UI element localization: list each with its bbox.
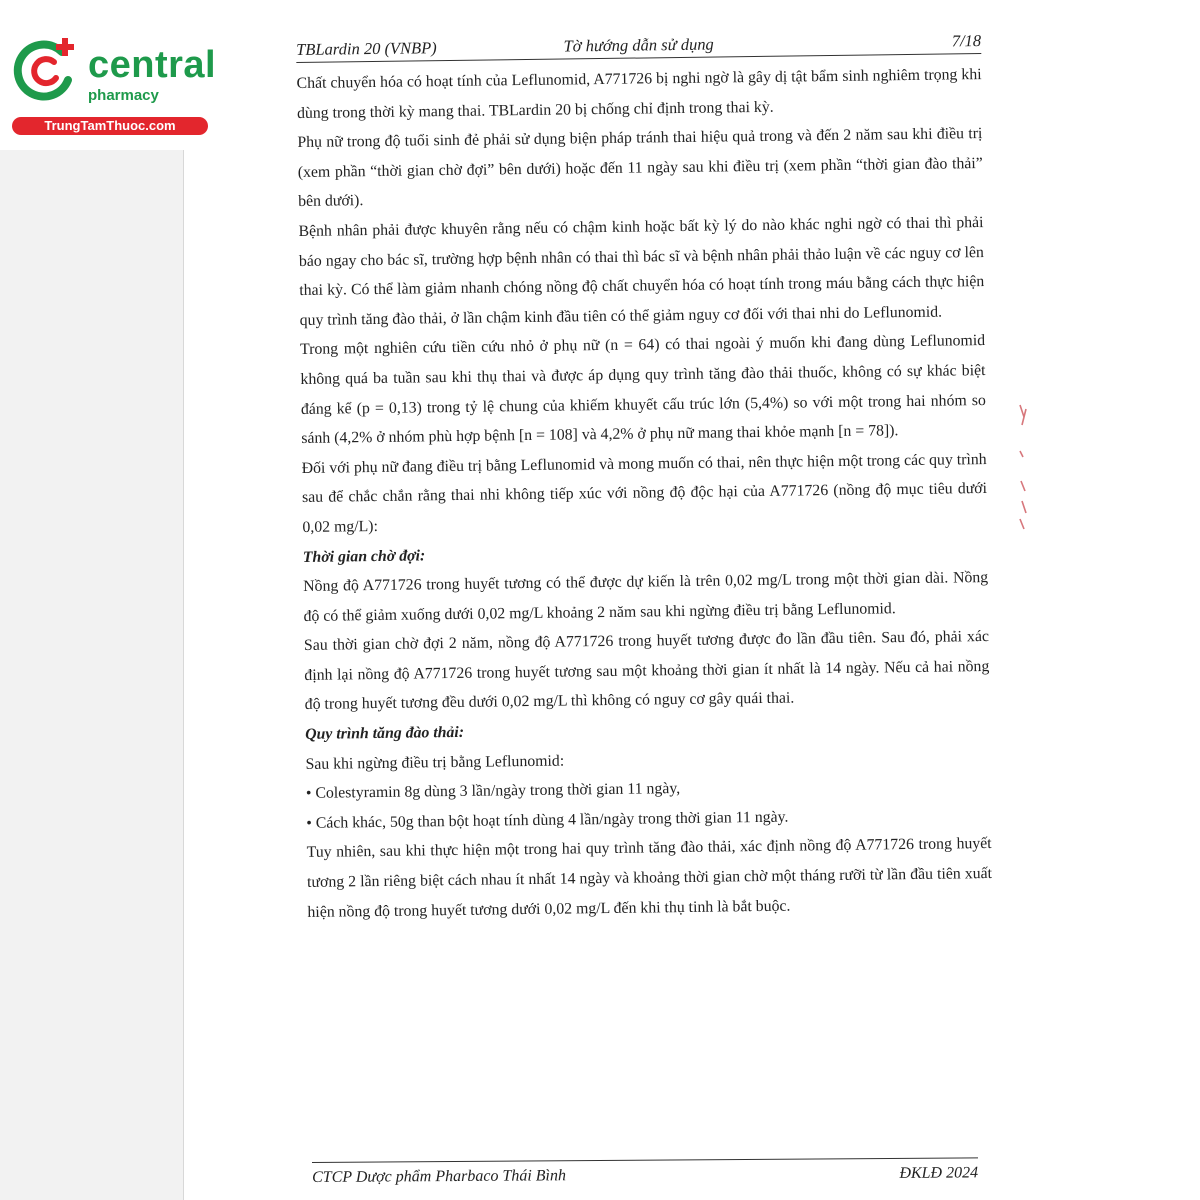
footer-company: CTCP Dược phẩm Pharbaco Thái Bình xyxy=(312,1167,567,1186)
paragraph: Tuy nhiên, sau khi thực hiện một trong hai quy trình tăng đào thải, xác định nồng độ A771726 trong huyết tương 2 lần riêng biệt cách nhau ít nhất 14 ngày và khoảng thời gian chờ một tháng rưỡi từ lần đầu tiên xuất hiện nồng độ trong huyết tương dưới 0,02 mg/L đến khi thụ tinh là bắt buộc. xyxy=(306,835,993,921)
brand-subtitle: pharmacy xyxy=(88,87,159,104)
brand-name: central xyxy=(88,44,217,86)
list-item: • Cách khác, 50g than bột hoạt tính dùng 4 lần/ngày trong thời gian 11 ngày. xyxy=(306,808,789,832)
section-heading-waiting-time: Thời gian chờ đợi: xyxy=(302,546,426,566)
document-body xyxy=(296,60,992,927)
paragraph: Nồng độ A771726 trong huyết tương có thể được dự kiến là trên 0,02 mg/L trong một thời gian dài. Nồng độ có thể giảm xuống dưới 0,02 mg/L khoảng 2 năm sau khi ngừng điều trị bằng Leflunomid. xyxy=(303,569,989,625)
pharmacy-cross-icon xyxy=(10,34,80,104)
paragraph: Phụ nữ trong độ tuổi sinh đẻ phải sử dụng biện pháp tránh thai hiệu quả trong và đến 2 năm sau khi điều trị (xem phần “thời gian chờ đợi” bên dưới) hoặc đến 11 ngày sau khi điều trị (xem phần “thời gian đào thải” bên dưới). xyxy=(297,125,983,211)
paragraph: Sau khi ngừng điều trị bằng Leflunomid: xyxy=(305,752,565,773)
paragraph: Trong một nghiên cứu tiền cứu nhỏ ở phụ nữ (n = 64) có thai ngoài ý muốn khi đang dùng Leflunomid không quá ba tuần sau khi thụ thai và được áp dụng quy trình tăng đào thải thuốc, không có sự khác biệt đáng kể (p = 0,13) trong tỷ lệ chung của khiếm khuyết cấu trúc lớn (5,4%) so với một trong hai nhóm so sánh (4,2% ở nhóm phù hợp bệnh [n = 108] và 4,2% ở phụ nữ mang thai khỏe mạnh [n = 78]). xyxy=(299,332,986,448)
header-product: TBLardin 20 (VNBP) xyxy=(296,38,437,59)
header-title: Tờ hướng dẫn sử dụng xyxy=(563,34,714,56)
stamp-edge-marks xyxy=(1014,395,1034,535)
header-page-number: 7/18 xyxy=(951,31,982,51)
brand-url[interactable]: TrungTamThuoc.com xyxy=(12,117,208,135)
paragraph: Chất chuyển hóa có hoạt tính của Leflunomid, A771726 bị nghi ngờ là gây dị tật bẩm sinh nghiêm trọng khi dùng trong thời kỳ mang thai. TBLardin 20 bị chống chỉ định trong thai kỳ. xyxy=(296,66,982,122)
document-content xyxy=(296,27,993,927)
section-heading-elimination: Quy trình tăng đào thải: xyxy=(305,723,465,744)
paragraph: Sau thời gian chờ đợi 2 năm, nồng độ A771726 trong huyết tương được đo lần đầu tiên. Sau đó, phải xác định lại nồng độ A771726 trong huyết tương sau một khoảng thời gian ít nhất là 14 ngày. Nếu cả hai nồng độ trong huyết tương đều dưới 0,02 mg/L thì không có nguy cơ gây quái thai. xyxy=(303,628,990,714)
paragraph: Bệnh nhân phải được khuyên rằng nếu có chậm kinh hoặc bất kỳ lý do nào khác nghi ngờ có thai thì phải báo ngay cho bác sĩ, trường hợp bệnh nhân có thai thì bác sĩ và bệnh nhân phải thảo luận về các nguy cơ lên thai kỳ. Có thể làm giảm nhanh chóng nồng độ chất chuyển hóa có hoạt tính trong máu bằng cách thực hiện quy trình tăng đào thải, ở lần chậm kinh đầu tiên có thể giảm nguy cơ đối với thai nhi do Leflunomid. xyxy=(298,213,985,329)
brand-logo xyxy=(0,0,215,150)
paragraph: Đối với phụ nữ đang điều trị bằng Leflunomid và mong muốn có thai, nên thực hiện một trong các quy trình sau để chắc chắn rằng thai nhi không tiếp xúc với nồng độ độc hại của A771726 (nồng độ mục tiêu dưới 0,02 mg/L): xyxy=(301,450,988,536)
footer-registration: ĐKLĐ 2024 xyxy=(899,1164,979,1182)
list-item: • Colestyramin 8g dùng 3 lần/ngày trong thời gian 11 ngày, xyxy=(305,780,681,803)
